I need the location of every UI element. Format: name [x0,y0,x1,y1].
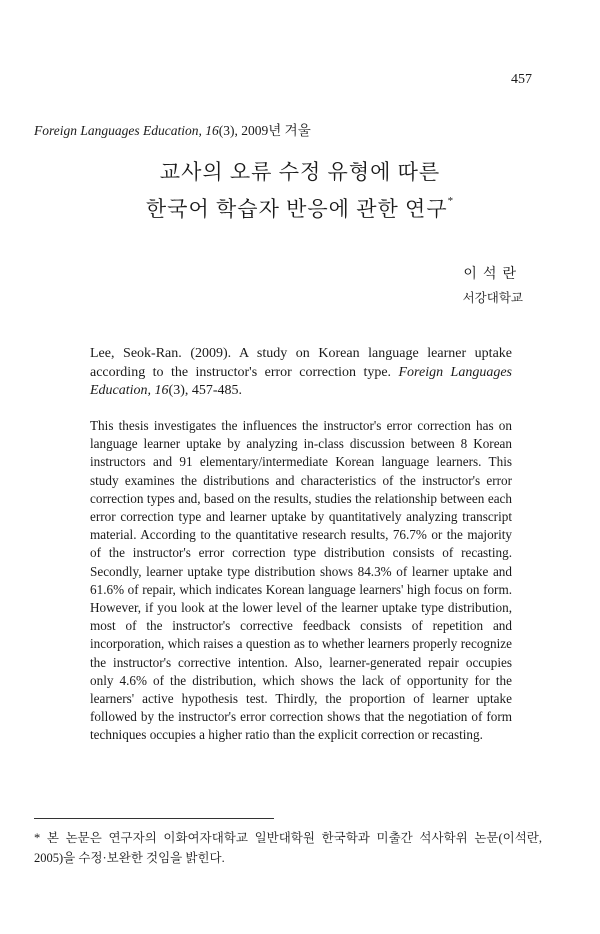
author-affiliation: 서강대학교 [462,291,523,305]
journal-name: Foreign Languages Education, [34,123,202,138]
author-name: 이석란 [463,267,522,282]
page-number: 457 [511,72,532,87]
footnote-divider [34,818,274,819]
citation-journal: Foreign Languages Education, [90,364,512,398]
title-line-2 [0,193,600,223]
title-line-2-text: 한국어 학습자 반응에 관한 연구 [145,197,448,221]
footnote: * 본 논문은 연구자의 이화여자대학교 일반대학원 한국학과 미출간 석사학위 논문(이석란, 2005)을 수정·보완한 것임을 밝힌다. [34,831,542,865]
citation [90,345,512,401]
abstract: This thesis investigates the influences the instructor's error correction has on language learner uptake by analyzing in-class discussion between 8 Korean instructors and 91 elementary/intermediate Korean language learners. This study examines the distributions and characteristics of the instructor's error correction types and, based on the results, studies the relationship between each error correction type and learner uptake by quantitatively analyzing transcript material. According to the quantitative research results, 76.7% or the majority of the instructor's error correction type distribution consists of recasting. Secondly, learner uptake type distribution shows 84.3% of learner uptake and 61.6% of repair, which indicates Korean language learners' high focus on form. However, if you look at the lower level of the learner uptake type distribution, most of the instructor's corrective feedback consists of repetition and incorporation, which raises a question as to whether learners properly recognize the instructor's corrective intention. Also, learner-generated repair occupies only 4.6% of the distribution, which shows the lack of opportunity for the learners' active hypothesis test. Thirdly, the proportion of learner uptake followed by the instructor's error correction shows that the negotiation of form techniques occupies a higher ratio than the explicit correction or recasting. [90,418,512,743]
title-line-1: 교사의 오류 수정 유형에 따른 [159,160,441,184]
journal-volume: 16 [205,123,219,138]
citation-pages: (3), 457-485. [168,383,243,398]
citation-volume: 16 [154,383,169,398]
journal-issue: (3), [218,123,238,138]
journal-year-season: 2009년 겨울 [241,123,311,138]
journal-header [34,119,311,139]
title-footnote-mark: * [447,195,455,207]
citation-main: Lee, Seok-Ran. (2009). A study on Korean language learner uptake according to the instructor's error correction type. [90,346,512,380]
